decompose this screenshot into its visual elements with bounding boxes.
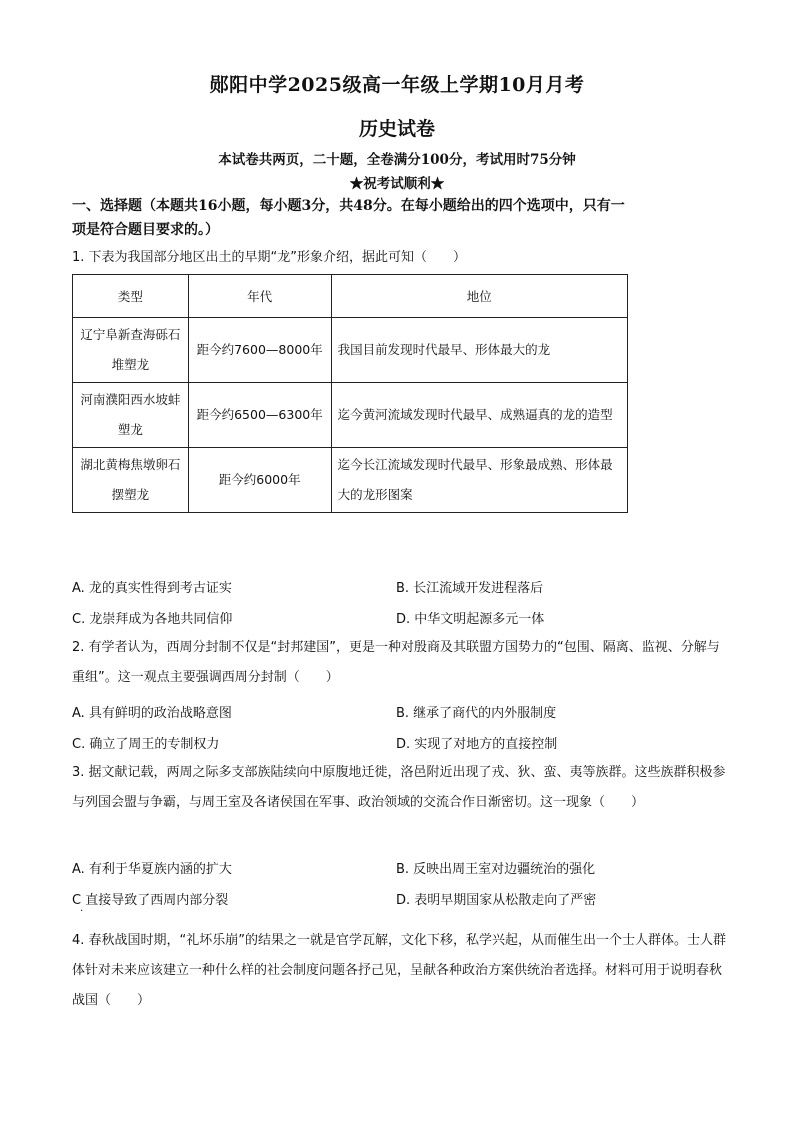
q3-option-b: B. 反映出周王室对边疆统治的强化 [396, 862, 596, 877]
q2-option-b: B. 继承了商代的内外服制度 [396, 706, 557, 721]
exam-note: 本试卷共两页，二十题，全卷满分100分，考试用时75分钟 [218, 152, 576, 168]
section-heading [72, 194, 732, 242]
q3-option-a: A. 有利于华夏族内涵的扩大 [72, 862, 232, 877]
table-cell: 河南濮阳西水坡蚌塑龙 [73, 383, 189, 448]
exam-title: 郧阳中学2025级高一年级上学期10月月考 [209, 74, 585, 96]
section-heading-line2: 项是符合题目要求的。） [72, 222, 219, 238]
question-4-stem: 4. 春秋战国时期，“礼坏乐崩”的结果之一就是官学瓦解，文化下移，私学兴起，从而催生出一个士人群体。士人群体针对未来应该建立一种什么样的社会制度问题各抒己见，呈献各种政治方案供统治者选择。材料可用于说明春秋战国（ ） [72, 933, 727, 1008]
table-header: 年代 [188, 275, 331, 318]
table-cell: 距今约6000年 [188, 448, 331, 513]
q1-option-d: D. 中华文明起源多元一体 [396, 612, 545, 627]
q1-option-b: B. 长江流域开发进程落后 [396, 581, 544, 596]
table-cell: 迄今长江流域发现时代最早、形象最成熟、形体最大的龙形图案 [331, 448, 627, 513]
stray-dot: · [80, 906, 84, 917]
q2-option-d: D. 实现了对地方的直接控制 [396, 737, 558, 752]
q2-option-c: C. 确立了周王的专制权力 [72, 737, 220, 752]
table-header: 类型 [73, 275, 189, 318]
q1-option-c: C. 龙崇拜成为各地共同信仰 [72, 612, 233, 627]
question-3-stem: 3. 据文献记载，两周之际多支部族陆续向中原腹地迁徙，洛邑附近出现了戎、狄、蛮、夷等族群。这些族群积极参与列国会盟与争霸，与周王室及各诸侯国在军事、政治领域的交流合作日渐密切。这一现象（ ） [72, 765, 726, 810]
section-heading-line1: 一、选择题（本题共16小题，每小题3分，共48分。在每小题给出的四个选项中，只有一 [72, 198, 625, 214]
dragon-table [72, 274, 628, 513]
table-row [73, 448, 628, 513]
table-cell: 我国目前发现时代最早、形体最大的龙 [331, 318, 627, 383]
question-2-stem: 2. 有学者认为，西周分封制不仅是“封邦建国”，更是一种对殷商及其联盟方国势力的“包围、隔离、监视、分解与重组”。这一观点主要强调西周分封制（ ） [72, 640, 720, 685]
q3-option-d: D. 表明早期国家从松散走向了严密 [396, 893, 597, 908]
subject-title: 历史试卷 [358, 118, 435, 140]
table-header-row [73, 275, 628, 318]
question-1-stem: 1. 下表为我国部分地区出土的早期“龙”形象介绍，据此可知（ ） [72, 250, 467, 265]
table-cell: 距今约6500—6300年 [188, 383, 331, 448]
q2-option-a: A. 具有鲜明的政治战略意图 [72, 706, 232, 721]
table-cell: 距今约7600—8000年 [188, 318, 331, 383]
q3-option-c: C 直接导致了西周内部分裂 [72, 893, 229, 908]
exam-wish: ★祝考试顺利★ [349, 176, 445, 192]
table-cell: 迄今黄河流域发现时代最早、成熟逼真的龙的造型 [331, 383, 627, 448]
table-row [73, 318, 628, 383]
table-cell: 湖北黄梅焦墩卵石摆塑龙 [73, 448, 189, 513]
table-cell: 辽宁阜新查海砾石堆塑龙 [73, 318, 189, 383]
table-header: 地位 [331, 275, 627, 318]
q1-option-a: A. 龙的真实性得到考古证实 [72, 581, 232, 596]
table-row [73, 383, 628, 448]
